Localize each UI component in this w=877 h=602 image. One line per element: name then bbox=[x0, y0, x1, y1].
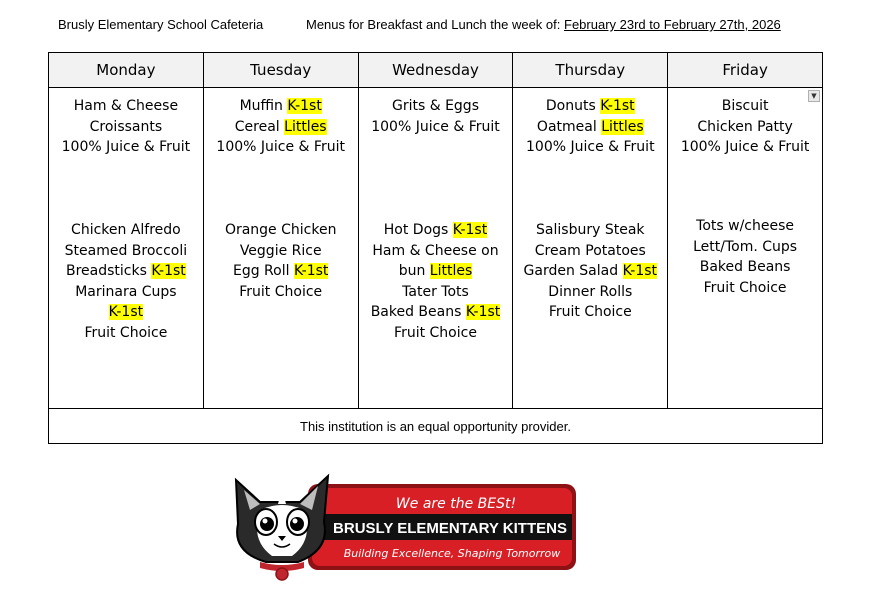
menu-item bbox=[359, 302, 513, 323]
menu-cell-friday bbox=[668, 88, 823, 409]
day-header-thursday: Thursday bbox=[513, 53, 668, 88]
menu-item bbox=[513, 261, 667, 282]
menu-item-text: Chicken Patty bbox=[697, 118, 793, 135]
menu-item-text: Baked Beans bbox=[699, 259, 791, 276]
menu-item bbox=[513, 220, 667, 241]
menu-item-text: Hot Dogs bbox=[383, 222, 453, 238]
menu-item bbox=[359, 261, 513, 282]
menu-item bbox=[668, 257, 822, 278]
lunch-items bbox=[513, 220, 667, 323]
menu-item-text: Marinara Cups bbox=[75, 283, 177, 300]
menu-item-text: 100% Juice & Fruit bbox=[526, 139, 655, 156]
week-date-range: February 23rd to February 27th, 2026 bbox=[564, 17, 781, 32]
menu-item bbox=[513, 282, 667, 303]
menu-item bbox=[359, 323, 513, 344]
dropdown-arrow-icon[interactable]: ▼ bbox=[808, 90, 820, 102]
page-header bbox=[58, 17, 781, 32]
menu-item bbox=[513, 137, 667, 158]
footer-row bbox=[49, 409, 823, 444]
grade-highlight: K-1st bbox=[600, 98, 635, 114]
menu-item-text: 100% Juice & Fruit bbox=[371, 118, 500, 135]
menu-item bbox=[204, 137, 358, 158]
menu-item-text: Tots w/cheese bbox=[696, 218, 795, 234]
menu-item bbox=[668, 237, 822, 258]
menu-item-text: Croissants bbox=[89, 118, 163, 135]
day-header-row bbox=[49, 53, 823, 88]
menu-item bbox=[204, 96, 358, 117]
grade-highlight: K-1st bbox=[287, 98, 322, 114]
menu-item-text: Ham & Cheese on bbox=[372, 242, 499, 259]
menu-item-text: Biscuit bbox=[721, 98, 769, 114]
menu-item-text: Orange Chicken bbox=[224, 222, 337, 238]
menu-cell-wednesday bbox=[358, 88, 513, 409]
menu-item-text: Cream Potatoes bbox=[534, 242, 646, 259]
logo-tagline-top: We are the BESt! bbox=[395, 496, 517, 512]
menu-item bbox=[204, 282, 358, 303]
menu-item-text: bun bbox=[398, 263, 430, 280]
menu-item bbox=[204, 261, 358, 282]
day-header-friday: Friday bbox=[668, 53, 823, 88]
breakfast-items bbox=[513, 96, 667, 158]
menu-item-text: Fruit Choice bbox=[239, 283, 323, 300]
grade-highlight: K-1st bbox=[151, 263, 186, 280]
menu-cell-monday bbox=[49, 88, 204, 409]
menu-item-text: Dinner Rolls bbox=[548, 283, 633, 300]
menu-table bbox=[48, 52, 823, 444]
menu-item-text: Fruit Choice bbox=[84, 324, 168, 341]
menu-item bbox=[359, 117, 513, 138]
menu-item bbox=[359, 241, 513, 262]
menu-item bbox=[204, 117, 358, 138]
menu-item-text: Fruit Choice bbox=[394, 324, 477, 341]
menu-item-text: 100% Juice & Fruit bbox=[61, 139, 191, 156]
day-header-wednesday: Wednesday bbox=[358, 53, 513, 88]
menu-item-text: Baked Beans bbox=[370, 304, 466, 321]
menu-item-text: Tater Tots bbox=[402, 283, 469, 300]
menu-item bbox=[49, 282, 203, 303]
equal-opportunity-statement: This institution is an equal opportunity provider. bbox=[49, 409, 823, 444]
menu-item bbox=[49, 241, 203, 262]
menu-item bbox=[49, 261, 203, 282]
grade-highlight: K-1st bbox=[293, 263, 329, 280]
menu-item-text: Cereal bbox=[234, 118, 285, 135]
logo-tagline-bottom: Building Excellence, Shaping Tomorrow bbox=[343, 547, 561, 560]
menu-item bbox=[513, 117, 667, 138]
menu-item bbox=[359, 282, 513, 303]
menu-item bbox=[513, 96, 667, 117]
menu-item-text: Donuts bbox=[545, 98, 601, 114]
menu-item-text: Chicken Alfredo bbox=[71, 222, 181, 238]
menu-item-text: Ham & Cheese bbox=[73, 98, 179, 114]
grade-highlight: K-1st bbox=[622, 263, 658, 280]
breakfast-items bbox=[359, 96, 513, 137]
breakfast-items bbox=[668, 96, 822, 158]
grade-highlight: Littles bbox=[284, 118, 327, 135]
menu-item bbox=[49, 220, 203, 241]
lunch-items bbox=[359, 220, 513, 344]
menu-cell-thursday bbox=[513, 88, 668, 409]
grade-highlight: Littles bbox=[601, 118, 644, 135]
menu-item-text: Breadsticks bbox=[65, 263, 152, 280]
breakfast-items bbox=[49, 96, 203, 158]
menu-item-text: Muffin bbox=[239, 98, 288, 114]
menu-item-text: 100% Juice & Fruit bbox=[680, 139, 810, 156]
menu-item-text: Lett/Tom. Cups bbox=[693, 238, 798, 255]
menu-item-text: Fruit Choice bbox=[703, 279, 787, 296]
menu-item bbox=[49, 302, 203, 323]
menu-item bbox=[359, 220, 513, 241]
logo-title: BRUSLY ELEMENTARY KITTENS bbox=[333, 520, 567, 537]
menu-item bbox=[49, 96, 203, 117]
menu-item bbox=[513, 302, 667, 323]
menu-item-text: 100% Juice & Fruit bbox=[216, 139, 345, 156]
menu-item-text: Garden Salad bbox=[523, 263, 623, 280]
menu-item bbox=[204, 241, 358, 262]
grade-highlight: K-1st bbox=[108, 304, 144, 321]
menu-item bbox=[359, 96, 513, 117]
lunch-items bbox=[668, 216, 822, 298]
kittens-logo bbox=[230, 470, 582, 582]
menu-item bbox=[668, 96, 822, 117]
menu-item bbox=[204, 220, 358, 241]
menus-label: Menus for Breakfast and Lunch the week of: bbox=[306, 17, 561, 32]
menu-item-text: Grits & Eggs bbox=[391, 98, 479, 114]
menu-item-text: Fruit Choice bbox=[548, 304, 632, 321]
lunch-items bbox=[49, 220, 203, 344]
menu-item bbox=[49, 137, 203, 158]
grade-highlight: Littles bbox=[429, 263, 473, 280]
menu-item-text: Salisbury Steak bbox=[536, 222, 645, 238]
menu-item bbox=[668, 216, 822, 237]
grade-highlight: K-1st bbox=[452, 222, 488, 238]
menu-row bbox=[49, 88, 823, 409]
breakfast-items bbox=[204, 96, 358, 158]
grade-highlight: K-1st bbox=[465, 304, 501, 321]
menu-item-text: Egg Roll bbox=[232, 263, 294, 280]
school-cafeteria-title: Brusly Elementary School Cafeteria bbox=[58, 17, 264, 32]
menu-item bbox=[668, 278, 822, 299]
menu-item-text: Veggie Rice bbox=[239, 242, 322, 259]
menu-item bbox=[49, 323, 203, 344]
menu-item bbox=[49, 117, 203, 138]
menu-item-text: Oatmeal bbox=[536, 118, 602, 135]
day-header-tuesday: Tuesday bbox=[203, 53, 358, 88]
lunch-items bbox=[204, 220, 358, 302]
menu-item bbox=[668, 137, 822, 158]
menu-cell-tuesday bbox=[203, 88, 358, 409]
menu-item bbox=[513, 241, 667, 262]
menu-item-text: Steamed Broccoli bbox=[64, 242, 188, 259]
day-header-monday: Monday bbox=[49, 53, 204, 88]
menu-item bbox=[668, 117, 822, 138]
